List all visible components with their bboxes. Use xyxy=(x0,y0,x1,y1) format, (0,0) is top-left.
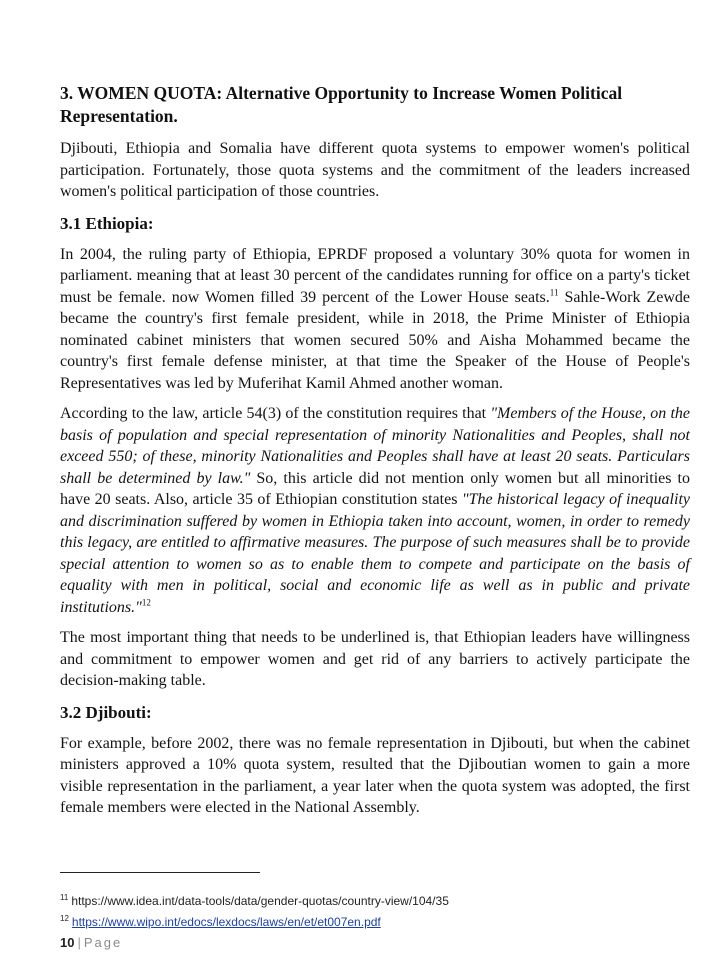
document-page xyxy=(60,82,690,828)
ethiopia-paragraph-1: In 2004, the ruling party of Ethiopia, EPRDF proposed a voluntary 30% quota for women in parliament. meaning that at least 30 percent of the candidates running for office on a party's ticket must be female. now Women filled 39 percent of the Lower House seats.$^{11}$ Sahle-Work Zewde became the country's first female president, while in 2018, the Prime Minister of Ethiopia nominated cabinet ministers that women secured 50% and Aisha Mohammed became the country's first female defense minister, at that time the Speaker of the House of People's Representatives was led by Muferihat Kamil Ahmed another woman. xyxy=(60,245,690,392)
footnotes xyxy=(60,872,690,931)
subsection-heading-ethiopia: 3.1 Ethiopia: xyxy=(60,213,154,233)
constitution-quote-article-54: "Members of the House, on the basis of population and special representation of minority Nationalities and Peoples, shall not exceed 550; of these, minority Nationalities and Peoples shall have at least 20 seats. Particulars shall be determined by law." xyxy=(60,405,690,487)
footnote-11: $^{11}$ https://www.idea.int/data-tools/data/gender-quotas/country-view/104/35 xyxy=(60,893,449,908)
page-label: Page xyxy=(83,935,123,950)
footnote-12: $^{12}$ https://www.wipo.int/edocs/lexdocs/laws/en/et/et007en.pdf xyxy=(60,914,381,929)
page-number-value: 10 xyxy=(60,935,75,950)
footnote-ref-11: 11 xyxy=(549,287,559,298)
page-separator: | xyxy=(77,935,81,950)
footnote-divider xyxy=(60,872,260,873)
constitution-quote-article-35: "The historical legacy of inequality and discrimination suffered by women in Ethiopia taken into account, women, in order to remedy this legacy, are entitled to affirmative measures. The purpose of such measures shall be to provide special attention to women so as to enable them to compete and participate on the basis of equality with men in political, social and economic life as well as in public and private institutions." xyxy=(60,491,690,616)
footnote-12-link[interactable]: https://www.wipo.int/edocs/lexdocs/laws/en/et/et007en.pdf xyxy=(71,915,381,929)
section-heading-women-quota: 3. WOMEN QUOTA: Alternative Opportunity to Increase Women Political Representation. xyxy=(60,83,623,126)
footnote-ref-12: 12 xyxy=(141,597,151,608)
djibouti-paragraph-1: For example, before 2002, there was no female representation in Djibouti, but when the cabinet ministers approved a 10% quota system, resulted that the Djiboutian women to gain a more visible representation in the parliament, a year later when the quota system was adopted, the first female members were elected in the National Assembly. xyxy=(60,734,690,816)
intro-paragraph: Djibouti, Ethiopia and Somalia have different quota systems to empower women's political participation. Fortunately, those quota systems and the commitment of the leaders increased women's political participation of those countries. xyxy=(60,140,690,200)
ethiopia-paragraph-3: The most important thing that needs to be underlined is, that Ethiopian leaders have willingness and commitment to empower women and get rid of any barriers to actively participate the decision-making table. xyxy=(60,629,690,689)
page-number xyxy=(60,935,122,950)
footnote-11-url: https://www.idea.int/data-tools/data/gender-quotas/country-view/104/35 xyxy=(71,894,449,908)
ethiopia-paragraph-2: According to the law, article 54(3) of the constitution requires that "Members of the House, on the basis of population and special representation of minority Nationalities and Peoples, shall not exceed 550; of these, minority Nationalities and Peoples shall have at least 20 seats. Particulars shall be determined by law." So, this article did not mention only women but all minorities to have 20 seats. Also, article 35 of Ethiopian constitution states "The historical legacy of inequality and discrimination suffered by women in Ethiopia taken into account, women, in order to remedy this legacy, are entitled to affirmative measures. The purpose of such measures shall be to provide special attention to women so as to enable them to compete and participate on the basis of equality with men in political, social and economic life as well as in public and private institutions."$^{12}$ xyxy=(60,405,691,616)
subsection-heading-djibouti: 3.2 Djibouti: xyxy=(60,702,152,722)
